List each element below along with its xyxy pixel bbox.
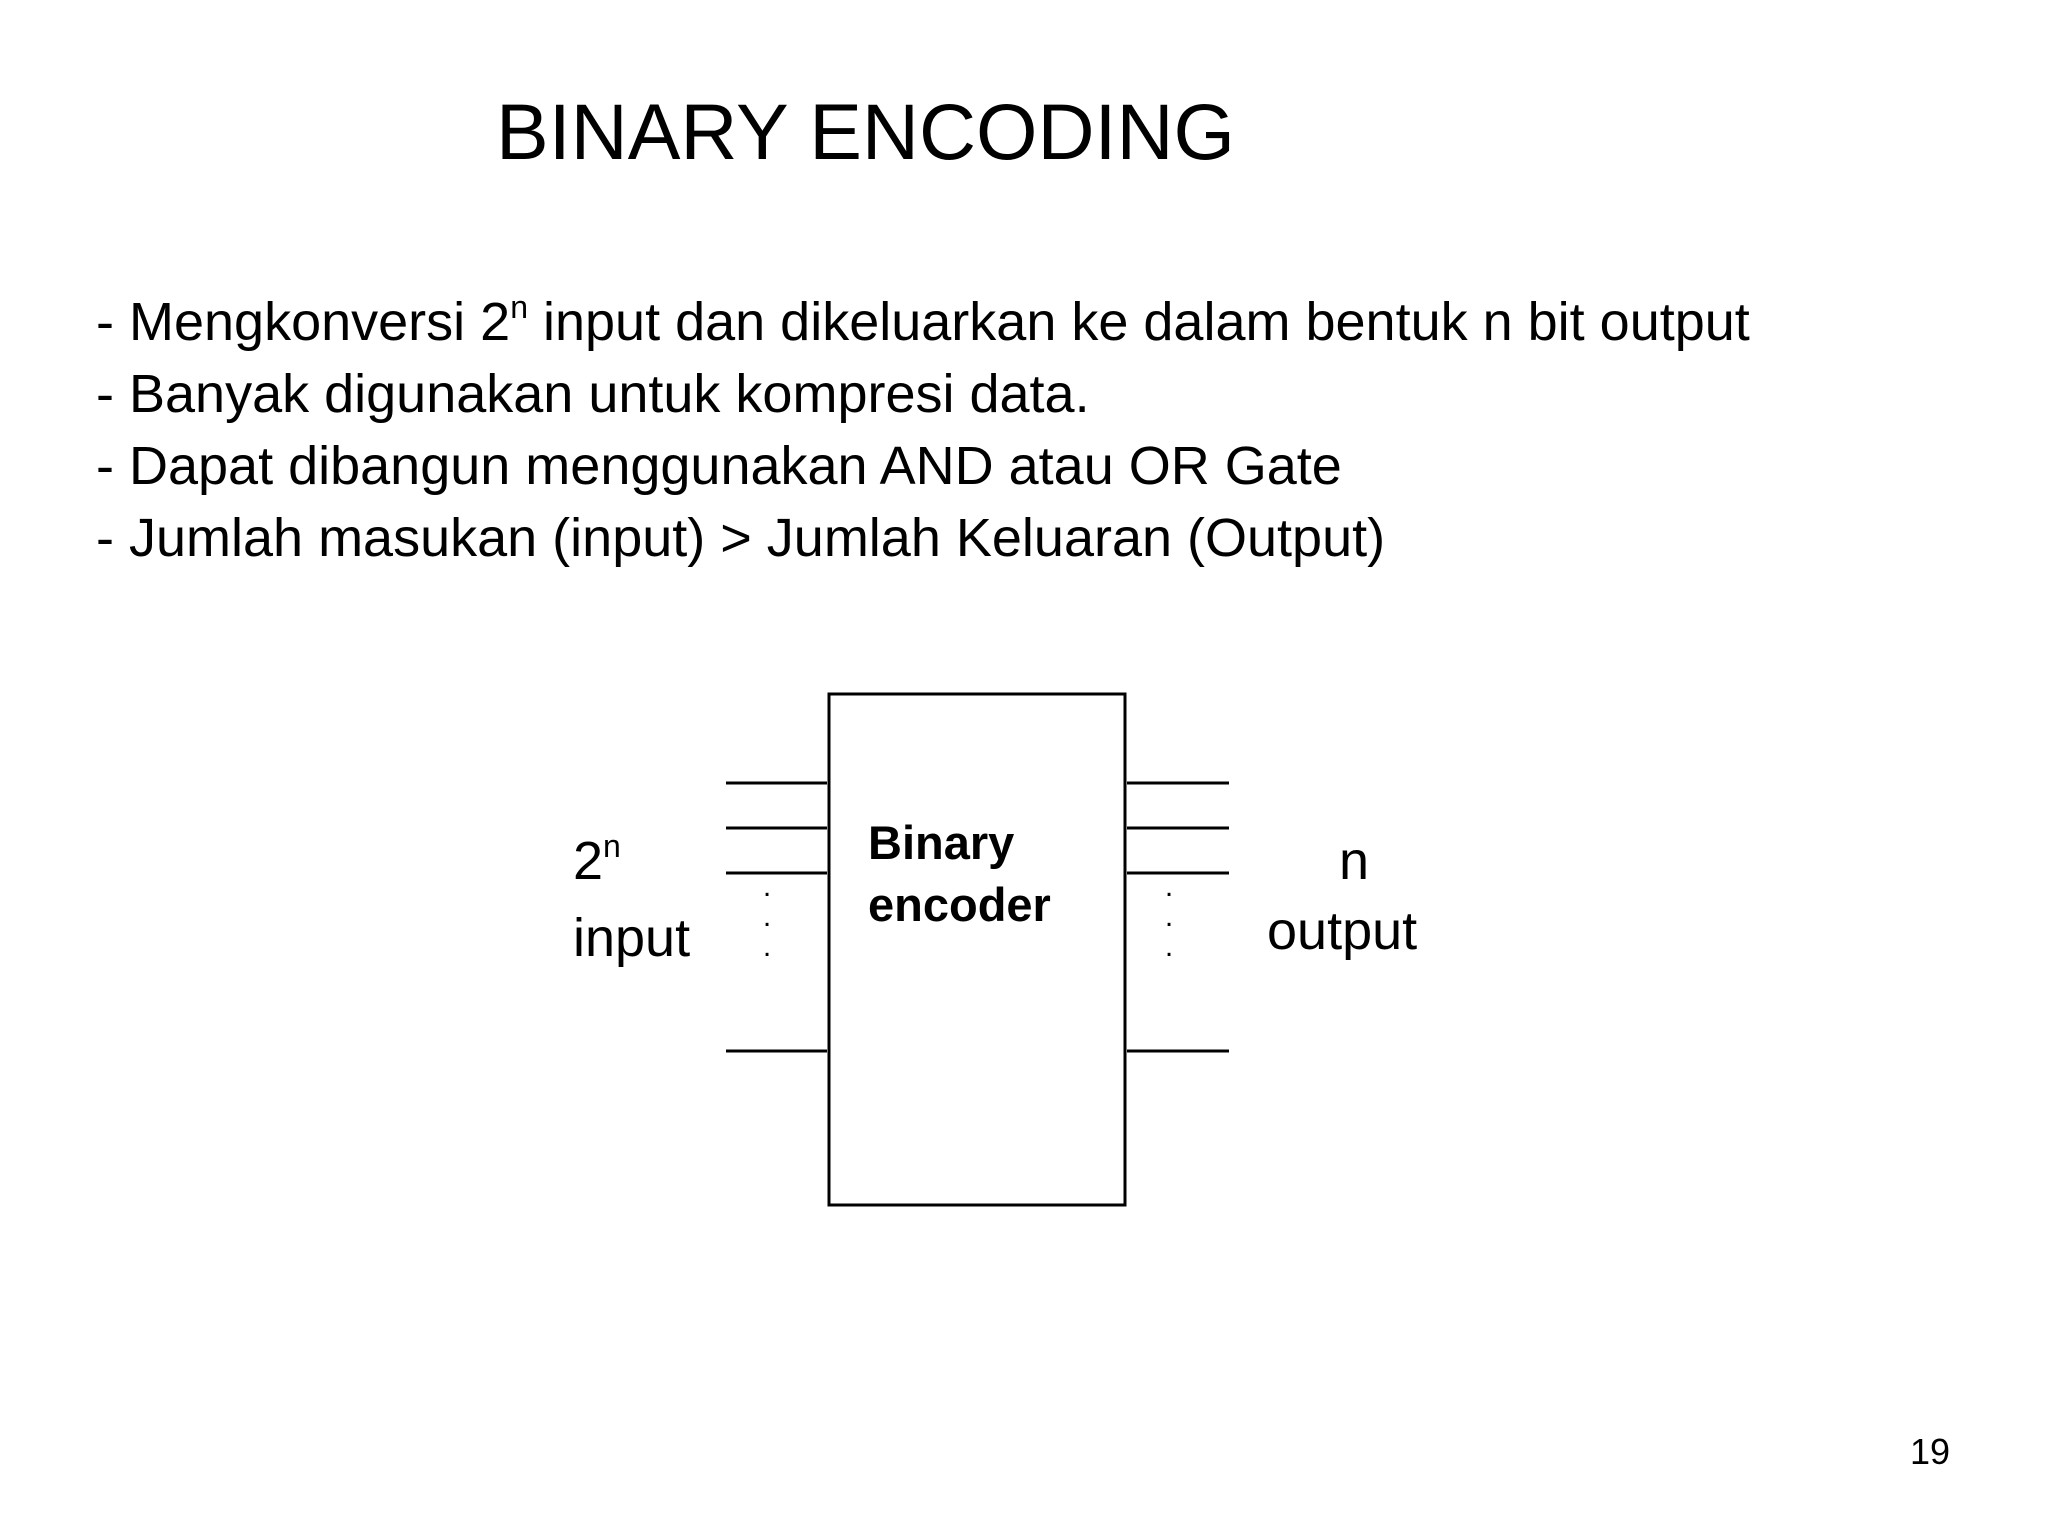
slide-title: BINARY ENCODING bbox=[496, 87, 1235, 176]
input-label-base: 2 bbox=[573, 831, 604, 891]
output-dot-1: . bbox=[1164, 870, 1174, 903]
encoder-block-label bbox=[868, 812, 1051, 936]
output-ellipsis bbox=[1159, 872, 1179, 962]
input-ellipsis bbox=[757, 872, 777, 962]
output-dot-2: . bbox=[1164, 900, 1174, 933]
input-dot-1: . bbox=[762, 870, 772, 903]
input-label-count bbox=[573, 826, 690, 903]
output-label bbox=[1267, 826, 1417, 966]
input-dot-3: . bbox=[762, 930, 772, 963]
input-label-word: input bbox=[573, 908, 691, 968]
output-label-count: n bbox=[1339, 831, 1370, 891]
encoder-label-line2: encoder bbox=[868, 878, 1051, 931]
bullet-item-4: - Jumlah masukan (input) > Jumlah Keluaran (Output) bbox=[96, 508, 1386, 568]
bullet-1-superscript: n bbox=[510, 289, 528, 325]
bullet-1-before: - Mengkonversi 2 bbox=[96, 292, 511, 352]
output-label-word: output bbox=[1267, 901, 1418, 961]
bullet-1-after: input dan dikeluarkan ke dalam bentuk n bit output bbox=[527, 292, 1750, 352]
input-label bbox=[573, 826, 690, 973]
bullet-item-3: - Dapat dibangun menggunakan AND atau OR Gate bbox=[96, 436, 1342, 496]
input-dot-2: . bbox=[762, 900, 772, 933]
input-label-superscript: n bbox=[603, 828, 621, 864]
page-number: 19 bbox=[1910, 1431, 1951, 1472]
encoder-block bbox=[829, 694, 1125, 1205]
encoder-label-line1: Binary bbox=[868, 816, 1015, 869]
bullet-item-2: - Banyak digunakan untuk kompresi data. bbox=[96, 364, 1090, 424]
output-dot-3: . bbox=[1164, 930, 1174, 963]
